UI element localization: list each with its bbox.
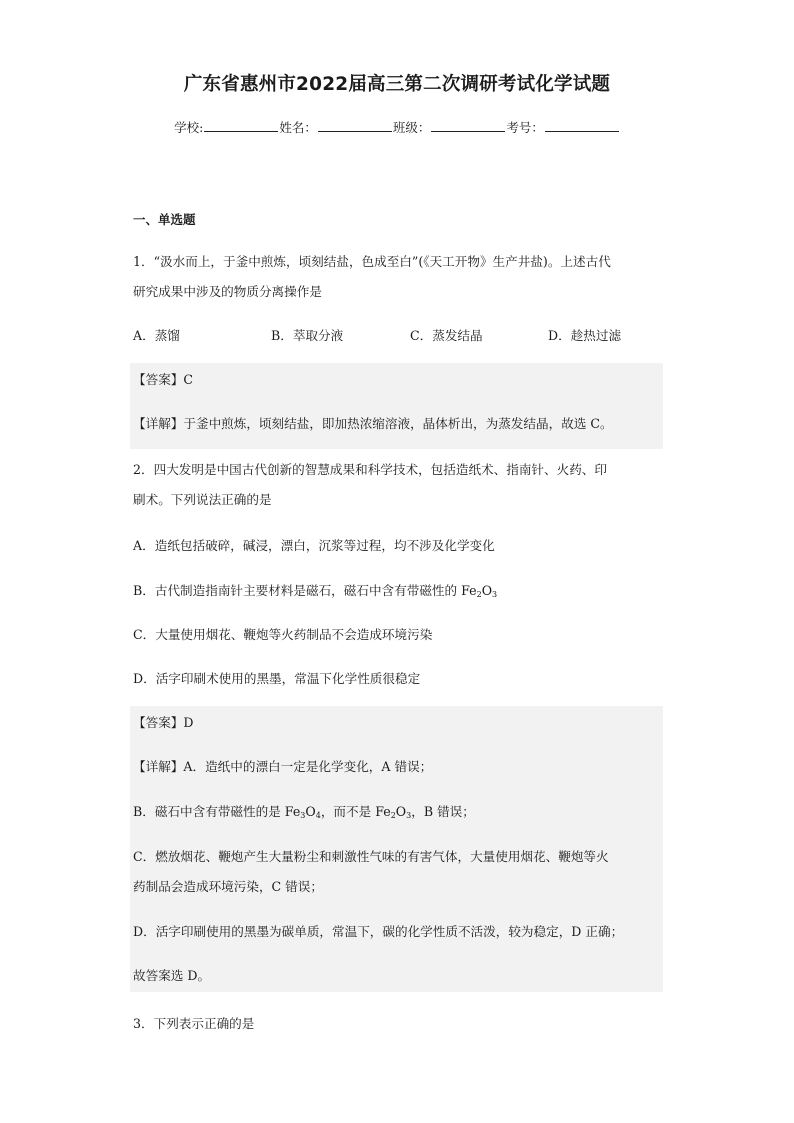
q1-detail: 【详解】于釜中煎炼，顷刻结盐，即加热浓缩溶液，晶体析出，为蒸发结晶，故选 C。 [133,416,613,431]
name-blank[interactable] [318,119,392,132]
q3-stem: 3．下列表示正确的是 [133,1016,255,1031]
q2-conclusion: 故答案选 D。 [133,968,211,983]
q1-option-a: A．蒸馏 [133,328,180,343]
class-blank[interactable] [431,119,505,132]
q1-option-b: B．萃取分液 [271,328,344,343]
q2-detail-c-line1: C．燃放烟花、鞭炮产生大量粉尘和刺激性气味的有害气体，大量使用烟花、鞭炮等火 [133,849,609,864]
number-label: 考号： [506,120,544,135]
q1-option-c: C．蒸发结晶 [410,328,483,343]
q2-answer: 【答案】D [133,715,194,730]
q2-detail-c-line2: 药制品会造成环境污染，C 错误； [133,879,323,894]
student-info-line [0,118,794,136]
q1-option-d: D．趁热过滤 [548,328,622,343]
class-label: 班级： [392,120,431,135]
page-title: 广东省惠州市2022届高三第二次调研考试化学试题 [183,74,611,95]
q2-stem-line1: 2．四大发明是中国古代创新的智慧成果和科学技术，包括造纸术、指南针、火药、印 [133,462,607,477]
q2-option-c: C．大量使用烟花、鞭炮等火药制品不会造成环境污染 [133,627,433,642]
q2-option-d: D．活字印刷术使用的黑墨，常温下化学性质很稳定 [133,671,421,686]
q1-answer: 【答案】C [133,372,194,387]
school-label: 学校: [174,120,204,135]
q2-option-a: A．造纸包括破碎，碱浸，漂白，沉浆等过程，均不涉及化学变化 [133,538,495,553]
q2-detail-a: 【详解】A．造纸中的漂白一定是化学变化，A 错误； [133,759,433,774]
q2-stem-line2: 刷术。下列说法正确的是 [133,492,272,507]
q1-stem-line2: 研究成果中涉及的物质分离操作是 [133,284,322,299]
section-heading: 一、单选题 [133,212,196,227]
name-label: 姓名： [279,120,317,135]
q2-detail-b: B．磁石中含有带磁性的是 $Fe_3O_4$，而不是 $Fe_2O_3$，B 错误； [133,804,475,820]
number-blank[interactable] [545,119,619,132]
q2-option-b: B．古代制造指南针主要材料是磁石，磁石中含有带磁性的 $Fe_2O_3$ [133,583,498,599]
school-blank[interactable] [204,119,278,132]
q1-stem-line1: 1．“汲水而上，于釜中煎炼，顷刻结盐，色成至白”(《天工开物》生产井盐)。上述古代 [133,254,611,269]
q2-detail-d: D．活字印刷使用的黑墨为碳单质，常温下，碳的化学性质不活泼，较为稳定，D 正确； [133,924,624,939]
